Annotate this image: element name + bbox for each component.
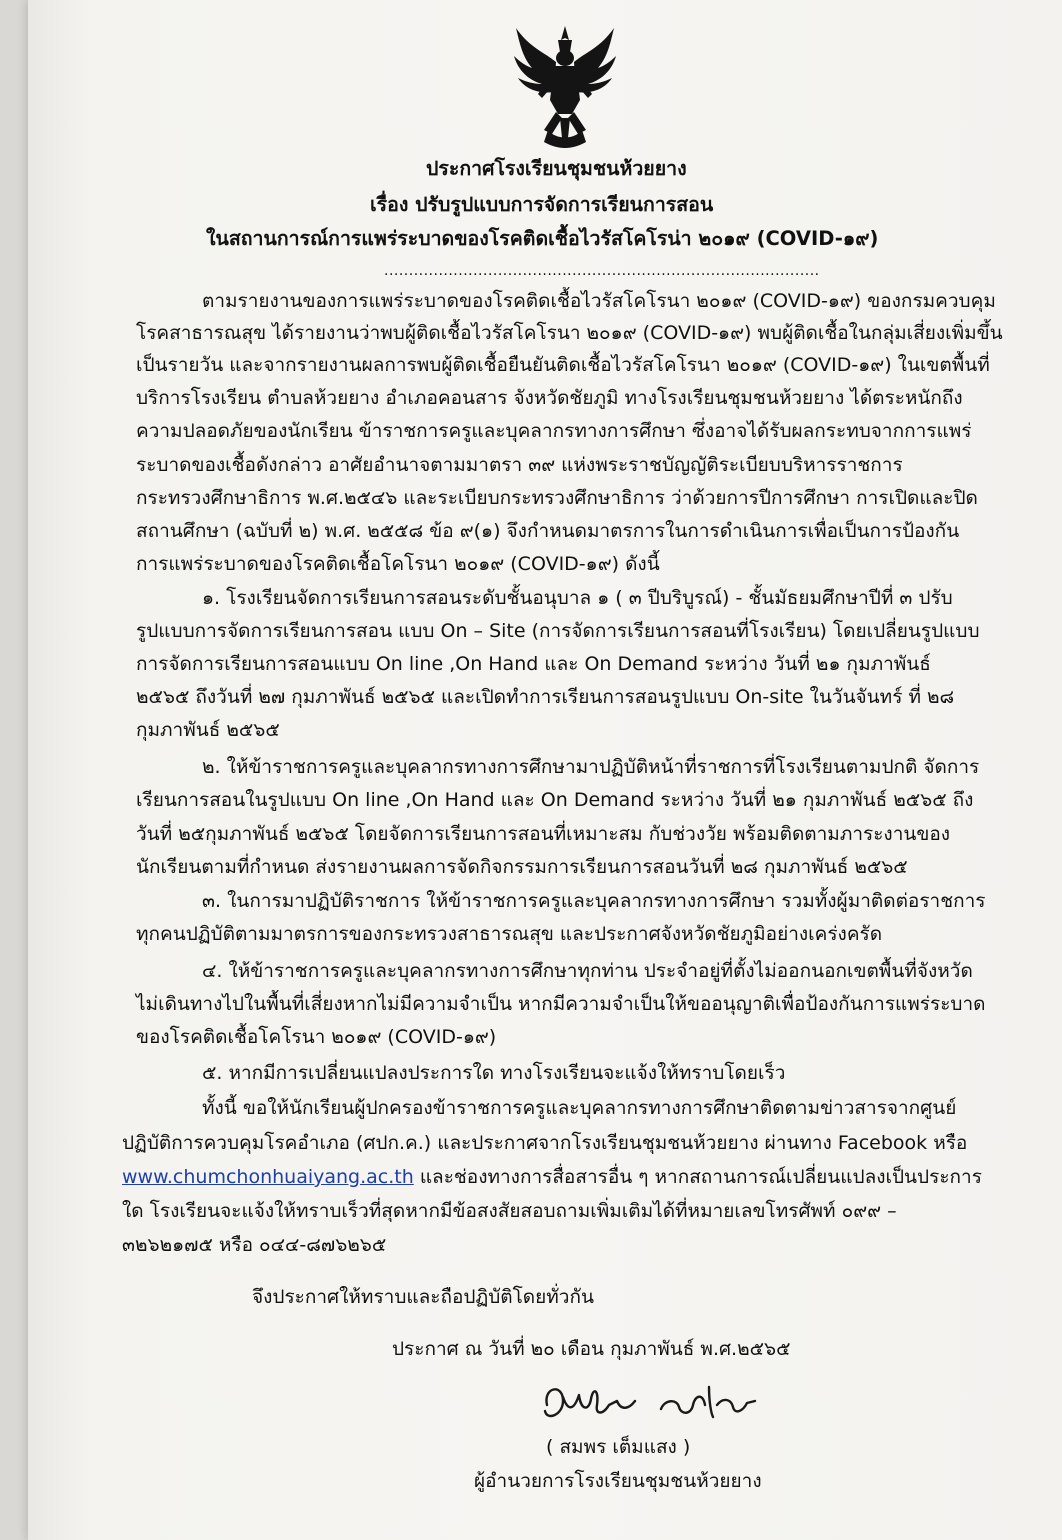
intro-line: บริการโรงเรียน ตำบลห้วยยาง อำเภอคอนสาร จังหวัดชัยภูมิ ทางโรงเรียนชุมชนห้วยยาง ได้ตระหนักถึง xyxy=(136,387,963,409)
closing-after-link: และช่องทางการสื่อสารอื่น ๆ หากสถานการณ์เปลี่ยนแปลงเป็นประการ xyxy=(419,1166,982,1188)
document-page xyxy=(28,0,1062,1540)
intro-line: ความปลอดภัยของนักเรียน ข้าราชการครูและบุคลากรทางการศึกษา ซึ่งอาจได้รับผลกระทบจากการแพร่ xyxy=(136,420,972,442)
intro-line: ระบาดของเชื้อดังกล่าว อาศัยอำนาจตามมาตรา ๓๙ แห่งพระราชบัญญัติระเบียบบริหารราชการ xyxy=(136,454,903,476)
item-1-line: รูปแบบการจัดการเรียนการสอน แบบ On – Site (การจัดการเรียนการสอนที่โรงเรียน) โดยเปลี่ยนรูปแบบ xyxy=(136,620,980,642)
item-4-line: ไม่เดินทางไปในพื้นที่เสี่ยงหากไม่มีความจำเป็น หากมีความจำเป็นให้ขออนุญาติเพื่อป้องกันการแพร่ระบาด xyxy=(136,993,986,1015)
subject-context-line: ในสถานการณ์การแพร่ระบาดของโรคติดเชื้อไวรัสโคโรน่า ๒๐๑๙ (COVID-๑๙) xyxy=(206,227,879,250)
closing-line: ทั้งนี้ ขอให้นักเรียนผู้ปกครองข้าราชการครูและบุคลากรทางการศึกษาติดตามข่าวสารจากศูนย์ xyxy=(202,1097,957,1119)
announcement-statement: จึงประกาศให้ทราบและถือปฏิบัติโดยทั่วกัน xyxy=(252,1286,594,1308)
closing-line: ใด โรงเรียนจะแจ้งให้ทราบเร็วที่สุดหากมีข้อสงสัยสอบถามเพิ่มเติมได้ที่หมายเลขโทรศัพท์ ๐๙๙ – xyxy=(122,1200,897,1222)
item-1-line: การจัดการเรียนการสอนแบบ On line ,On Hand และ On Demand ระหว่าง วันที่ ๒๑ กุมภาพันธ์ xyxy=(136,653,931,675)
closing-line: ๓๒๖๒๑๗๕ หรือ ๐๔๔-๘๗๖๒๖๕ xyxy=(122,1234,387,1256)
item-1-line: ๒๕๖๕ ถึงวันที่ ๒๗ กุมภาพันธ์ ๒๕๖๕ และเปิดทำการเรียนการสอนรูปแบบ On-site ในวันจันทร์ ที่ ๒๘ xyxy=(136,686,955,708)
item-2-line: ๒. ให้ข้าราชการครูและบุคลากรทางการศึกษามาปฏิบัติหน้าที่ราชการที่โรงเรียนตามปกติ จัดการ xyxy=(202,756,980,778)
item-2-line: วันที่ ๒๕กุมภาพันธ์ ๒๕๖๕ โดยจัดการเรียนการสอนที่เหมาะสม กับช่วงวัย พร้อมติดตามภาระงานของ xyxy=(136,823,951,845)
intro-line: การแพร่ระบาดของโรคติดเชื้อโคโรนา ๒๐๑๙ (COVID-๑๙) ดังนี้ xyxy=(136,553,660,575)
intro-line: ตามรายงานของการแพร่ระบาดของโรคติดเชื้อไวรัสโคโรนา ๒๐๑๙ (COVID-๑๙) ของกรมควบคุม xyxy=(202,290,996,312)
item-1-line: กุมภาพันธ์ ๒๕๖๕ xyxy=(136,719,280,741)
signer-title: ผู้อำนวยการโรงเรียนชุมชนห้วยยาง xyxy=(474,1470,762,1492)
handwritten-signature xyxy=(533,1375,763,1435)
item-2-line: นักเรียนตามที่กำหนด ส่งรายงานผลการจัดกิจกรรมการเรียนการสอนวันที่ ๒๘ กุมภาพันธ์ ๒๕๖๕ xyxy=(136,856,908,878)
item-1-line: ๑. โรงเรียนจัดการเรียนการสอนระดับชั้นอนุบาล ๑ ( ๓ ปีบริบูรณ์) - ชั้นมัธยมศึกษาปีที่ ๓ ปรับ xyxy=(202,587,953,609)
title-separator: ........................................................................................ xyxy=(384,263,820,279)
item-2-line: เรียนการสอนในรูปแบบ On line ,On Hand และ On Demand ระหว่าง วันที่ ๒๑ กุมภาพันธ์ ๒๕๖๕ ถึง xyxy=(136,789,974,811)
closing-link-line xyxy=(122,1166,982,1188)
school-website-link[interactable]: www.chumchonhuaiyang.ac.th xyxy=(122,1166,414,1188)
announcement-date: ประกาศ ณ วันที่ ๒๐ เดือน กุมภาพันธ์ พ.ศ.๒๕๖๕ xyxy=(392,1338,791,1360)
intro-line: เป็นรายวัน และจากรายงานผลการพบผู้ติดเชื้อยืนยันติดเชื้อไวรัสโคโรนา ๒๐๑๙ (COVID-๑๙) ในเขตพื้นที่ xyxy=(136,354,990,376)
closing-line: ปฏิบัติการควบคุมโรคอำเภอ (ศปก.ค.) และประกาศจากโรงเรียนชุมชนห้วยยาง ผ่านทาง Facebook หรือ xyxy=(122,1132,968,1154)
item-5-line: ๕. หากมีการเปลี่ยนแปลงประการใด ทางโรงเรียนจะแจ้งให้ทราบโดยเร็ว xyxy=(202,1062,786,1084)
intro-line: กระทรวงศึกษาธิการ พ.ศ.๒๕๔๖ และระเบียบกระทรวงศึกษาธิการ ว่าด้วยการปีการศึกษา การเปิดและปิด xyxy=(136,487,978,509)
item-4-line: ๔. ให้ข้าราชการครูและบุคลากรทางการศึกษาทุกท่าน ประจำอยู่ที่ตั้งไม่ออกนอกเขตพื้นที่จังหวัด xyxy=(202,960,973,982)
item-3-line: ๓. ในการมาปฏิบัติราชการ ให้ข้าราชการครูและบุคลากรทางการศึกษา รวมทั้งผู้มาติดต่อราชการ xyxy=(202,890,986,912)
garuda-emblem-icon xyxy=(508,22,622,150)
intro-line: โรคสาธารณสุข ได้รายงานว่าพบผู้ติดเชื้อไวรัสโคโรนา ๒๐๑๙ (COVID-๑๙) พบผู้ติดเชื้อในกลุ่มเสี่ยงเพิ่มขึ้น xyxy=(136,322,1003,344)
signer-name: ( สมพร เต็มแสง ) xyxy=(546,1436,691,1458)
subject-line: เรื่อง ปรับรูปแบบการจัดการเรียนการสอน xyxy=(370,193,714,216)
item-3-line: ทุกคนปฏิบัติตามมาตรการของกระทรวงสาธารณสุข และประกาศจังหวัดชัยภูมิอย่างเคร่งครัด xyxy=(136,923,883,945)
page-title: ประกาศโรงเรียนชุมชนห้วยยาง xyxy=(426,157,687,180)
intro-line: สถานศึกษา (ฉบับที่ ๒) พ.ศ. ๒๕๕๘ ข้อ ๙(๑) จึงกำหนดมาตรการในการดำเนินการเพื่อเป็นการป้องกัน xyxy=(136,520,960,542)
item-4-line: ของโรคติดเชื้อโคโรนา ๒๐๑๙ (COVID-๑๙) xyxy=(136,1026,497,1048)
